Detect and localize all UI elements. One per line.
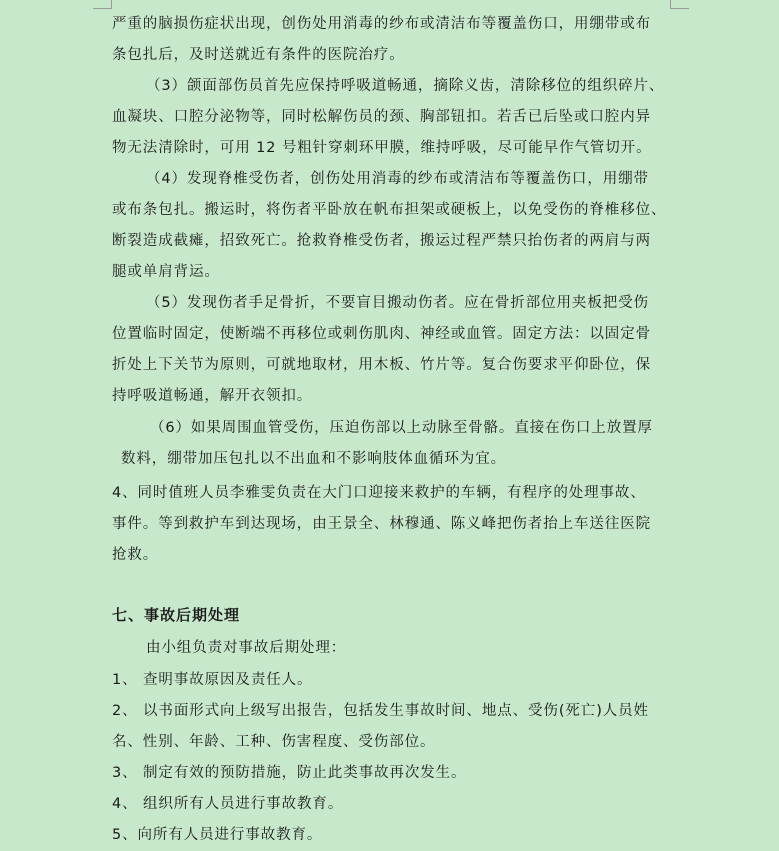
text-line: 数料，绷带加压包扎以不出血和不影响肢体血循环为宜。 <box>121 451 506 467</box>
text-line: （6）如果周围血管受伤，压迫伤部以上动脉至骨骼。直接在伤口上放置厚 <box>150 420 653 436</box>
text-line: 持呼吸道畅通，解开衣领扣。 <box>112 388 313 404</box>
list-item: 1、 查明事故原因及责任人。 <box>112 672 313 688</box>
text-line: 或布条包扎。搬运时，将伤者平卧放在帆布担架或硬板上，以免受伤的脊椎移位、 <box>112 202 667 218</box>
text-line: （5）发现伤者手足骨折，不要盲目搬动伤者。应在骨折部位用夹板把受伤 <box>146 295 649 311</box>
section-intro: 由小组负责对事故后期处理： <box>146 640 347 656</box>
text-line: （4）发现脊椎受伤者，创伤处用消毒的纱布或清洁布等覆盖伤口，用绷带 <box>146 171 649 187</box>
text-line: 位置临时固定，使断端不再移位或刺伤肌肉、神经或血管。固定方法：以固定骨 <box>112 326 651 342</box>
list-item: 4、 组织所有人员进行事故教育。 <box>112 796 344 812</box>
list-item: 3、 制定有效的预防措施，防止此类事故再次发生。 <box>112 765 467 781</box>
text-line: 严重的脑损伤症状出现，创伤处用消毒的纱布或清洁布等覆盖伤口，用绷带或布 <box>112 16 651 32</box>
list-item: 5、向所有人员进行事故教育。 <box>112 827 323 843</box>
text-line: （3）颌面部伤员首先应保持呼吸道畅通，摘除义齿，清除移位的组织碎片、 <box>146 78 665 94</box>
text-line: 腿或单肩背运。 <box>112 264 220 280</box>
list-item: 名、性别、年龄、工种、伤害程度、受伤部位。 <box>112 734 436 750</box>
text-line: 4、同时值班人员李雅雯负责在大门口迎接来救护的车辆，有程序的处理事故、 <box>112 485 646 501</box>
text-line: 抢救。 <box>112 547 159 563</box>
margin-corner-mark-left <box>93 0 112 9</box>
text-line: 条包扎后，及时送就近有条件的医院治疗。 <box>112 47 405 63</box>
list-item: 2、 以书面形式向上级写出报告，包括发生事故时间、地点、受伤(死亡)人员姓 <box>112 703 649 719</box>
margin-corner-mark-right <box>670 0 689 9</box>
text-line: 折处上下关节为原则，可就地取材，用木板、竹片等。复合伤要求平仰卧位，保 <box>112 357 651 373</box>
text-line: 事件。等到救护车到达现场，由王景全、林穆通、陈义峰把伤者抬上车送往医院 <box>112 516 651 532</box>
text-line: 断裂造成截瘫，招致死亡。抢救脊椎受伤者，搬运过程严禁只抬伤者的两肩与两 <box>112 233 651 249</box>
section-title: 七、事故后期处理 <box>112 606 241 624</box>
text-line: 物无法清除时，可用 12 号粗针穿刺环甲膜，维持呼吸，尽可能早作气管切开。 <box>112 140 652 156</box>
text-line: 血凝块、口腔分泌物等，同时松解伤员的颈、胸部钮扣。若舌已后坠或口腔内异 <box>112 109 651 125</box>
